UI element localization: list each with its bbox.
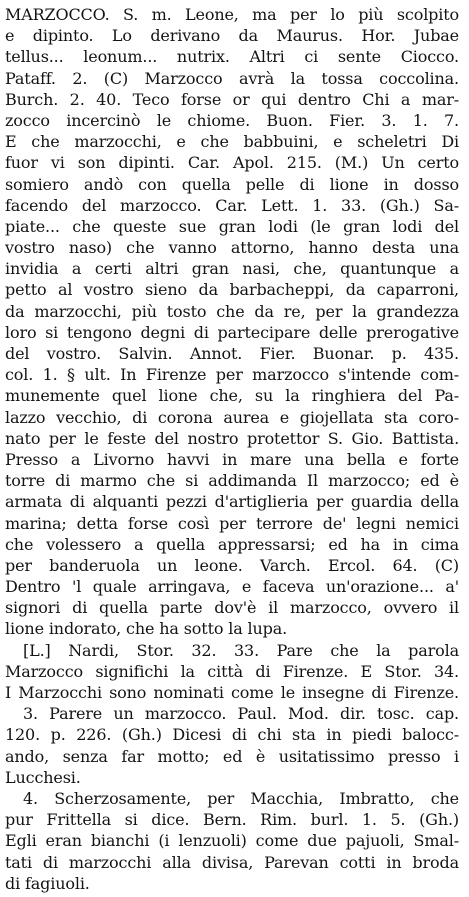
entry-line: col. 1. § ult. In Firenze per marzocco s'intende com- [5,365,459,385]
entry-line: signori di quella parte dov'è il marzocco, ovvero il [5,598,459,618]
entry-line: facendo del marzocco. Car. Lett. 1. 33. (Gh.) Sa- [5,195,459,215]
entry-line: del vostro. Salvin. Annot. Fier. Buonar. p. 435. [5,344,459,363]
entry-line: MARZOCCO. S. m. Leone, ma per lo più scolpito [5,5,459,24]
entry-line: loro si tengono degni di partecipare delle prerogative [5,322,459,342]
entry-line: Egli eran bianchi (i lenzuoli) come due pajuoli, Smal- [5,831,459,851]
entry-line: pur Frittella si dice. Bern. Rim. burl. 1. 5. (Gh.) [5,810,459,830]
entry-line: armata di alquanti pezzi d'artiglieria per guardia della [5,492,459,512]
entry-line: lione indorato, che ha sotto la lupa. [5,619,288,639]
entry-line: petto al vostro sieno da barbacheppi, da caparroni, [5,280,459,300]
entry-line: da marzocchi, più tosto che da re, per la grandezza [5,301,459,321]
entry-line: Burch. 2. 40. Teco forse or qui dentro Chi a mar- [5,89,459,109]
entry-line: che volessero a quella appressarsi; ed ha in cima [5,534,459,554]
entry-line: tellus... leonum... nutrix. Altri ci sente Ciocco. [5,47,459,67]
entry-marzocco [5,4,459,894]
entry-line: ando, senza far motto; ed è usitatissimo presso i [5,746,459,766]
entry-line: vostro naso) che vanno attorno, hanno desta una [5,238,459,258]
entry-line: nato per le feste del nostro protettor S. Gio. Battista. [5,428,459,448]
entry-line: fuor vi son dipinti. Car. Apol. 215. (M.) Un certo [5,153,459,173]
entry-line: Marzocco significhi la città di Firenze. E Stor. 34. [5,661,459,681]
entry-line: Pataff. 2. (C) Marzocco avrà la tossa coccolina. [5,68,459,88]
entry-line: piate... che queste sue gran lodi (le gran lodi del [5,216,459,236]
entry-line: tati di marzocchi alla divisa, Parevan cotti in broda [5,852,459,872]
entry-line: marina; detta forse così per terrore de' legni nemici [5,513,459,533]
entry-line: [L.] Nardi, Stor. 32. 33. Pare che la parola [23,640,459,660]
entry-line: torre di marmo che si addimanda Il marzocco; ed è [5,471,459,491]
entry-line: 3. Parere un marzocco. Paul. Mod. dir. tosc. cap. [23,704,459,724]
entry-line: 120. p. 226. (Gh.) Dicesi di chi sta in piedi balocc- [5,725,459,745]
entry-line: invidia a certi altri gran nasi, che, quantunque a [5,259,459,279]
entry-line: I Marzocchi sono nominati come le insegne di Firenze. [5,683,459,702]
entry-line: per banderuola un leone. Varch. Ercol. 64. (C) [5,555,459,575]
entry-line: somiero andò con quella pelle di lione in dosso [5,174,459,194]
entry-line: Dentro 'l quale arringava, e faceva un'orazione... a' [5,577,459,597]
entry-line: zocco incercinò le chiome. Buon. Fier. 3. 1. 7. [5,110,459,130]
entry-line: Lucchesi. [5,767,81,787]
entry-line: di fagiuoli. [5,873,90,893]
entry-line: E che marzocchi, e che babbuini, e scheletri Di [5,132,459,152]
entry-line: lazzo vecchio, di corona aurea e giojellata sta coro- [5,407,459,427]
entry-line: 4. Scherzosamente, per Macchia, Imbratto, che [23,788,459,808]
entry-line: e dipinto. Lo derivano da Maurus. Hor. Jubae [5,26,459,46]
entry-line: Presso a Livorno havvi in mare una bella e forte [5,449,459,469]
entry-line: munemente quel lione che, su la ringhiera del Pa- [5,386,459,406]
